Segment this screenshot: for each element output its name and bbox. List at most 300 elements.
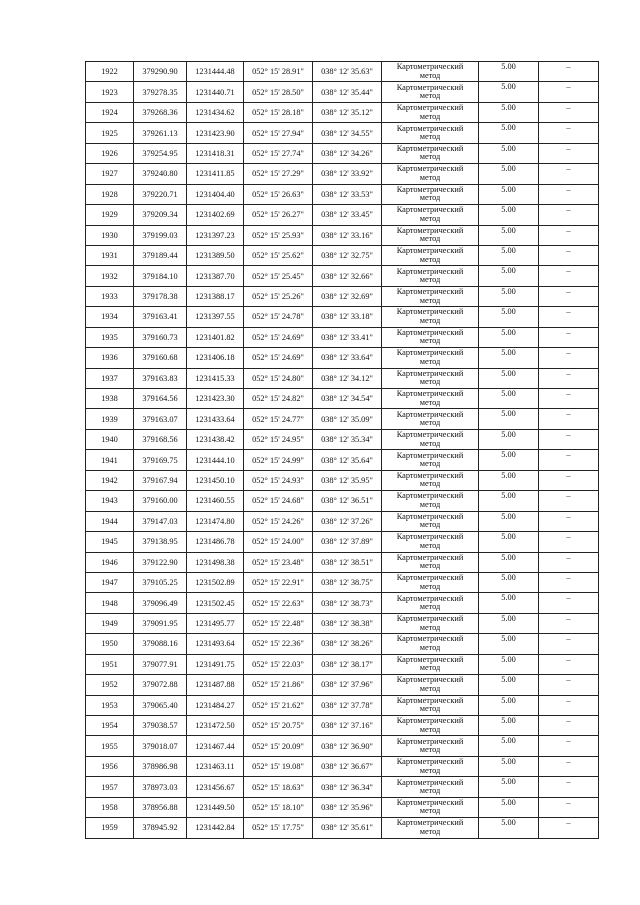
latitude-cell: 052° 15' 28.91" — [244, 62, 313, 82]
method-label-line1: Картометрический — [396, 246, 464, 256]
method-cell — [382, 123, 479, 143]
note-cell: – — [539, 654, 599, 674]
longitude-cell: 038° 12' 35.34" — [313, 429, 382, 449]
point-number-cell: 1924 — [86, 102, 134, 122]
method-cell — [382, 184, 479, 204]
point-number-cell: 1933 — [86, 286, 134, 306]
x-coordinate-cell: 379189.44 — [134, 245, 187, 265]
point-number-cell: 1949 — [86, 613, 134, 633]
accuracy-cell: 5.00 — [479, 450, 539, 470]
table-row — [86, 716, 599, 736]
method-label-line1: Картометрический — [396, 552, 464, 562]
note-cell: – — [539, 62, 599, 82]
method-label-line1: Картометрический — [396, 532, 464, 542]
point-number-cell: 1952 — [86, 675, 134, 695]
latitude-cell: 052° 15' 25.26" — [244, 286, 313, 306]
point-number-cell: 1923 — [86, 82, 134, 102]
y-coordinate-cell: 1231388.17 — [187, 286, 244, 306]
y-coordinate-cell: 1231444.48 — [187, 62, 244, 82]
longitude-cell: 038° 12' 33.16" — [313, 225, 382, 245]
point-number-cell: 1934 — [86, 307, 134, 327]
method-cell — [382, 62, 479, 82]
method-label-line2: метод — [419, 193, 441, 203]
point-number-cell: 1959 — [86, 818, 134, 838]
x-coordinate-cell: 379169.75 — [134, 450, 187, 470]
y-coordinate-cell: 1231472.50 — [187, 716, 244, 736]
table-row — [86, 491, 599, 511]
method-label-line1: Картометрический — [396, 757, 464, 767]
x-coordinate-cell: 379091.95 — [134, 613, 187, 633]
table-row — [86, 756, 599, 776]
x-coordinate-cell: 379290.90 — [134, 62, 187, 82]
method-cell — [382, 654, 479, 674]
point-number-cell: 1928 — [86, 184, 134, 204]
x-coordinate-cell: 379268.36 — [134, 102, 187, 122]
longitude-cell: 038° 12' 36.90" — [313, 736, 382, 756]
note-cell: – — [539, 245, 599, 265]
x-coordinate-cell: 378973.03 — [134, 777, 187, 797]
longitude-cell: 038° 12' 36.34" — [313, 777, 382, 797]
method-label-line1: Картометрический — [396, 368, 464, 378]
method-cell — [382, 245, 479, 265]
note-cell: – — [539, 797, 599, 817]
y-coordinate-cell: 1231495.77 — [187, 613, 244, 633]
x-coordinate-cell: 379065.40 — [134, 695, 187, 715]
latitude-cell: 052° 15' 27.74" — [244, 143, 313, 163]
latitude-cell: 052° 15' 22.91" — [244, 572, 313, 592]
method-cell — [382, 797, 479, 817]
accuracy-cell: 5.00 — [479, 491, 539, 511]
x-coordinate-cell: 379278.35 — [134, 82, 187, 102]
longitude-cell: 038° 12' 33.41" — [313, 327, 382, 347]
method-label-line2: метод — [419, 152, 441, 162]
longitude-cell: 038° 12' 36.67" — [313, 756, 382, 776]
latitude-cell: 052° 15' 17.75" — [244, 818, 313, 838]
accuracy-cell: 5.00 — [479, 797, 539, 817]
method-label-line1: Картометрический — [396, 62, 464, 72]
method-label-line2: метод — [419, 70, 441, 80]
method-label-line1: Картометрический — [396, 818, 464, 828]
method-cell — [382, 450, 479, 470]
method-label-line1: Картометрический — [396, 82, 464, 92]
table-row — [86, 143, 599, 163]
y-coordinate-cell: 1231502.89 — [187, 572, 244, 592]
method-label-line1: Картометрический — [396, 634, 464, 644]
method-label-line1: Картометрический — [396, 777, 464, 787]
method-label-line1: Картометрический — [396, 450, 464, 460]
longitude-cell: 038° 12' 37.26" — [313, 511, 382, 531]
accuracy-cell: 5.00 — [479, 82, 539, 102]
accuracy-cell: 5.00 — [479, 205, 539, 225]
table-row — [86, 82, 599, 102]
accuracy-cell: 5.00 — [479, 143, 539, 163]
method-label-line2: метод — [419, 111, 441, 121]
longitude-cell: 038° 12' 38.17" — [313, 654, 382, 674]
point-number-cell: 1946 — [86, 552, 134, 572]
y-coordinate-cell: 1231493.64 — [187, 634, 244, 654]
point-number-cell: 1951 — [86, 654, 134, 674]
x-coordinate-cell: 379163.83 — [134, 368, 187, 388]
longitude-cell: 038° 12' 32.69" — [313, 286, 382, 306]
method-label-line1: Картометрический — [396, 409, 464, 419]
table-row — [86, 205, 599, 225]
accuracy-cell: 5.00 — [479, 634, 539, 654]
method-cell — [382, 532, 479, 552]
method-cell — [382, 511, 479, 531]
y-coordinate-cell: 1231415.33 — [187, 368, 244, 388]
y-coordinate-cell: 1231456.67 — [187, 777, 244, 797]
point-number-cell: 1958 — [86, 797, 134, 817]
method-label-line2: метод — [419, 254, 441, 264]
point-number-cell: 1957 — [86, 777, 134, 797]
x-coordinate-cell: 379147.03 — [134, 511, 187, 531]
method-label-line1: Картометрический — [396, 348, 464, 358]
method-label-line2: метод — [419, 336, 441, 346]
longitude-cell: 038° 12' 37.78" — [313, 695, 382, 715]
method-label-line2: метод — [419, 132, 441, 142]
table-row — [86, 470, 599, 490]
method-label-line1: Картометрический — [396, 470, 464, 480]
accuracy-cell: 5.00 — [479, 593, 539, 613]
x-coordinate-cell: 379163.41 — [134, 307, 187, 327]
x-coordinate-cell: 379138.95 — [134, 532, 187, 552]
latitude-cell: 052° 15' 27.29" — [244, 164, 313, 184]
latitude-cell: 052° 15' 18.10" — [244, 797, 313, 817]
x-coordinate-cell: 379178.38 — [134, 286, 187, 306]
x-coordinate-cell: 379160.00 — [134, 491, 187, 511]
accuracy-cell: 5.00 — [479, 532, 539, 552]
note-cell: – — [539, 327, 599, 347]
note-cell: – — [539, 205, 599, 225]
method-label-line2: метод — [419, 499, 441, 509]
table-row — [86, 123, 599, 143]
x-coordinate-cell: 379168.56 — [134, 429, 187, 449]
point-number-cell: 1955 — [86, 736, 134, 756]
method-label-line2: метод — [419, 234, 441, 244]
table-row — [86, 654, 599, 674]
method-cell — [382, 368, 479, 388]
longitude-cell: 038° 12' 34.26" — [313, 143, 382, 163]
longitude-cell: 038° 12' 33.92" — [313, 164, 382, 184]
latitude-cell: 052° 15' 28.18" — [244, 102, 313, 122]
method-cell — [382, 777, 479, 797]
method-label-line2: метод — [419, 213, 441, 223]
method-cell — [382, 552, 479, 572]
y-coordinate-cell: 1231389.50 — [187, 245, 244, 265]
table-row — [86, 634, 599, 654]
latitude-cell: 052° 15' 24.95" — [244, 429, 313, 449]
longitude-cell: 038° 12' 35.64" — [313, 450, 382, 470]
longitude-cell: 038° 12' 35.95" — [313, 470, 382, 490]
longitude-cell: 038° 12' 37.89" — [313, 532, 382, 552]
note-cell: – — [539, 552, 599, 572]
note-cell: – — [539, 593, 599, 613]
x-coordinate-cell: 379164.56 — [134, 389, 187, 409]
table-row — [86, 511, 599, 531]
method-cell — [382, 675, 479, 695]
x-coordinate-cell: 379072.88 — [134, 675, 187, 695]
table-row — [86, 164, 599, 184]
method-label-line2: метод — [419, 765, 441, 775]
accuracy-cell: 5.00 — [479, 511, 539, 531]
method-cell — [382, 572, 479, 592]
latitude-cell: 052° 15' 18.63" — [244, 777, 313, 797]
method-cell — [382, 818, 479, 838]
point-number-cell: 1938 — [86, 389, 134, 409]
latitude-cell: 052° 15' 25.62" — [244, 245, 313, 265]
method-label-line2: метод — [419, 479, 441, 489]
accuracy-cell: 5.00 — [479, 409, 539, 429]
y-coordinate-cell: 1231411.85 — [187, 164, 244, 184]
method-label-line1: Картометрический — [396, 573, 464, 583]
accuracy-cell: 5.00 — [479, 245, 539, 265]
x-coordinate-cell: 379018.07 — [134, 736, 187, 756]
longitude-cell: 038° 12' 37.96" — [313, 675, 382, 695]
method-label-line2: метод — [419, 438, 441, 448]
method-label-line1: Картометрический — [396, 736, 464, 746]
y-coordinate-cell: 1231423.30 — [187, 389, 244, 409]
method-label-line2: метод — [419, 377, 441, 387]
y-coordinate-cell: 1231418.31 — [187, 143, 244, 163]
x-coordinate-cell: 379038.57 — [134, 716, 187, 736]
x-coordinate-cell: 379199.03 — [134, 225, 187, 245]
method-cell — [382, 82, 479, 102]
table-row — [86, 245, 599, 265]
accuracy-cell: 5.00 — [479, 389, 539, 409]
latitude-cell: 052° 15' 23.48" — [244, 552, 313, 572]
x-coordinate-cell: 379167.94 — [134, 470, 187, 490]
note-cell: – — [539, 429, 599, 449]
method-cell — [382, 389, 479, 409]
table-row — [86, 613, 599, 633]
x-coordinate-cell: 379209.34 — [134, 205, 187, 225]
point-number-cell: 1927 — [86, 164, 134, 184]
latitude-cell: 052° 15' 22.63" — [244, 593, 313, 613]
point-number-cell: 1941 — [86, 450, 134, 470]
method-cell — [382, 266, 479, 286]
accuracy-cell: 5.00 — [479, 429, 539, 449]
method-label-line2: метод — [419, 806, 441, 816]
point-number-cell: 1926 — [86, 143, 134, 163]
note-cell: – — [539, 818, 599, 838]
table-row — [86, 102, 599, 122]
y-coordinate-cell: 1231401.82 — [187, 327, 244, 347]
y-coordinate-cell: 1231487.88 — [187, 675, 244, 695]
method-cell — [382, 205, 479, 225]
note-cell: – — [539, 123, 599, 143]
y-coordinate-cell: 1231404.40 — [187, 184, 244, 204]
x-coordinate-cell: 379240.80 — [134, 164, 187, 184]
method-label-line2: метод — [419, 418, 441, 428]
method-label-line1: Картометрический — [396, 143, 464, 153]
accuracy-cell: 5.00 — [479, 307, 539, 327]
method-label-line2: метод — [419, 561, 441, 571]
x-coordinate-cell: 379088.16 — [134, 634, 187, 654]
note-cell: – — [539, 511, 599, 531]
latitude-cell: 052° 15' 20.75" — [244, 716, 313, 736]
y-coordinate-cell: 1231491.75 — [187, 654, 244, 674]
longitude-cell: 038° 12' 34.54" — [313, 389, 382, 409]
accuracy-cell: 5.00 — [479, 470, 539, 490]
x-coordinate-cell: 379254.95 — [134, 143, 187, 163]
table-row — [86, 348, 599, 368]
method-label-line2: метод — [419, 459, 441, 469]
method-label-line1: Картометрический — [396, 184, 464, 194]
accuracy-cell: 5.00 — [479, 756, 539, 776]
note-cell: – — [539, 184, 599, 204]
table-row — [86, 572, 599, 592]
method-cell — [382, 593, 479, 613]
longitude-cell: 038° 12' 38.73" — [313, 593, 382, 613]
method-label-line2: метод — [419, 602, 441, 612]
method-label-line2: метод — [419, 663, 441, 673]
method-cell — [382, 470, 479, 490]
y-coordinate-cell: 1231402.69 — [187, 205, 244, 225]
x-coordinate-cell: 379220.71 — [134, 184, 187, 204]
accuracy-cell: 5.00 — [479, 184, 539, 204]
longitude-cell: 038° 12' 35.09" — [313, 409, 382, 429]
longitude-cell: 038° 12' 35.96" — [313, 797, 382, 817]
note-cell: – — [539, 348, 599, 368]
point-number-cell: 1929 — [86, 205, 134, 225]
x-coordinate-cell: 379261.13 — [134, 123, 187, 143]
method-cell — [382, 756, 479, 776]
point-number-cell: 1925 — [86, 123, 134, 143]
accuracy-cell: 5.00 — [479, 123, 539, 143]
note-cell: – — [539, 675, 599, 695]
method-label-line1: Картометрический — [396, 593, 464, 603]
table-row — [86, 593, 599, 613]
table-row — [86, 286, 599, 306]
y-coordinate-cell: 1231498.38 — [187, 552, 244, 572]
table-row — [86, 532, 599, 552]
latitude-cell: 052° 15' 21.62" — [244, 695, 313, 715]
table-row — [86, 389, 599, 409]
accuracy-cell: 5.00 — [479, 654, 539, 674]
x-coordinate-cell: 378945.92 — [134, 818, 187, 838]
latitude-cell: 052° 15' 22.36" — [244, 634, 313, 654]
accuracy-cell: 5.00 — [479, 164, 539, 184]
longitude-cell: 038° 12' 34.12" — [313, 368, 382, 388]
table-row — [86, 818, 599, 838]
method-cell — [382, 286, 479, 306]
accuracy-cell: 5.00 — [479, 695, 539, 715]
table-row — [86, 62, 599, 82]
method-label-line2: метод — [419, 356, 441, 366]
latitude-cell: 052° 15' 28.50" — [244, 82, 313, 102]
point-number-cell: 1922 — [86, 62, 134, 82]
x-coordinate-cell: 379163.07 — [134, 409, 187, 429]
y-coordinate-cell: 1231438.42 — [187, 429, 244, 449]
note-cell: – — [539, 143, 599, 163]
accuracy-cell: 5.00 — [479, 225, 539, 245]
method-label-line1: Картометрический — [396, 164, 464, 174]
y-coordinate-cell: 1231474.80 — [187, 511, 244, 531]
y-coordinate-cell: 1231423.90 — [187, 123, 244, 143]
method-label-line2: метод — [419, 642, 441, 652]
x-coordinate-cell: 379096.49 — [134, 593, 187, 613]
method-cell — [382, 348, 479, 368]
method-cell — [382, 164, 479, 184]
table-row — [86, 797, 599, 817]
method-label-line1: Картометрический — [396, 225, 464, 235]
point-number-cell: 1948 — [86, 593, 134, 613]
method-label-line2: метод — [419, 683, 441, 693]
latitude-cell: 052° 15' 22.48" — [244, 613, 313, 633]
method-label-line2: метод — [419, 581, 441, 591]
note-cell: – — [539, 613, 599, 633]
longitude-cell: 038° 12' 35.44" — [313, 82, 382, 102]
point-number-cell: 1947 — [86, 572, 134, 592]
accuracy-cell: 5.00 — [479, 736, 539, 756]
note-cell: – — [539, 225, 599, 245]
y-coordinate-cell: 1231502.45 — [187, 593, 244, 613]
table-row — [86, 450, 599, 470]
latitude-cell: 052° 15' 24.93" — [244, 470, 313, 490]
point-number-cell: 1932 — [86, 266, 134, 286]
point-number-cell: 1953 — [86, 695, 134, 715]
latitude-cell: 052° 15' 22.03" — [244, 654, 313, 674]
method-cell — [382, 143, 479, 163]
longitude-cell: 038° 12' 32.66" — [313, 266, 382, 286]
table-row — [86, 266, 599, 286]
method-cell — [382, 102, 479, 122]
y-coordinate-cell: 1231484.27 — [187, 695, 244, 715]
latitude-cell: 052° 15' 20.09" — [244, 736, 313, 756]
point-number-cell: 1944 — [86, 511, 134, 531]
method-cell — [382, 695, 479, 715]
method-label-line2: метод — [419, 786, 441, 796]
point-number-cell: 1940 — [86, 429, 134, 449]
y-coordinate-cell: 1231397.23 — [187, 225, 244, 245]
y-coordinate-cell: 1231442.84 — [187, 818, 244, 838]
point-number-cell: 1945 — [86, 532, 134, 552]
longitude-cell: 038° 12' 35.61" — [313, 818, 382, 838]
point-number-cell: 1935 — [86, 327, 134, 347]
point-number-cell: 1939 — [86, 409, 134, 429]
method-cell — [382, 736, 479, 756]
y-coordinate-cell: 1231449.50 — [187, 797, 244, 817]
latitude-cell: 052° 15' 26.63" — [244, 184, 313, 204]
accuracy-cell: 5.00 — [479, 368, 539, 388]
accuracy-cell: 5.00 — [479, 348, 539, 368]
note-cell: – — [539, 82, 599, 102]
note-cell: – — [539, 450, 599, 470]
longitude-cell: 038° 12' 35.12" — [313, 102, 382, 122]
x-coordinate-cell: 379160.73 — [134, 327, 187, 347]
longitude-cell: 038° 12' 33.45" — [313, 205, 382, 225]
longitude-cell: 038° 12' 32.75" — [313, 245, 382, 265]
method-label-line1: Картометрический — [396, 654, 464, 664]
point-number-cell: 1943 — [86, 491, 134, 511]
table-row — [86, 327, 599, 347]
note-cell: – — [539, 634, 599, 654]
longitude-cell: 038° 12' 38.75" — [313, 572, 382, 592]
y-coordinate-cell: 1231444.10 — [187, 450, 244, 470]
latitude-cell: 052° 15' 19.08" — [244, 756, 313, 776]
longitude-cell: 038° 12' 33.18" — [313, 307, 382, 327]
latitude-cell: 052° 15' 24.69" — [244, 348, 313, 368]
x-coordinate-cell: 379077.91 — [134, 654, 187, 674]
note-cell: – — [539, 368, 599, 388]
table-row — [86, 409, 599, 429]
latitude-cell: 052° 15' 24.26" — [244, 511, 313, 531]
latitude-cell: 052° 15' 21.86" — [244, 675, 313, 695]
longitude-cell: 038° 12' 38.38" — [313, 613, 382, 633]
note-cell: – — [539, 409, 599, 429]
note-cell: – — [539, 532, 599, 552]
point-number-cell: 1954 — [86, 716, 134, 736]
